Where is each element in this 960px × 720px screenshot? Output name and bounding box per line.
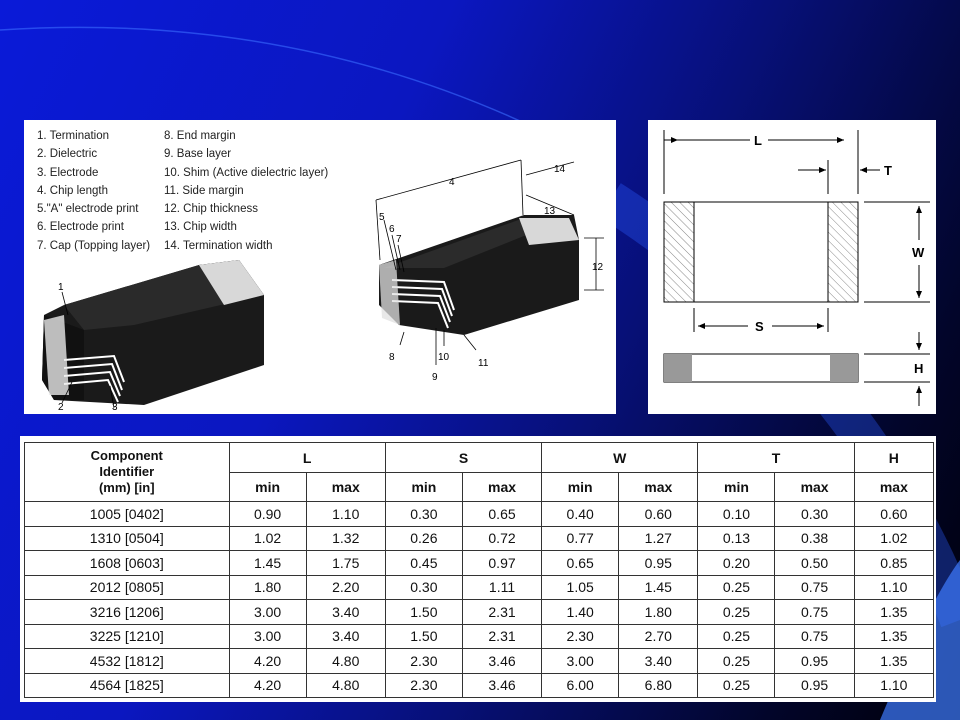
table-cell: 2.31 — [462, 600, 541, 625]
table-cell: 0.95 — [775, 649, 854, 674]
table-cell: 0.30 — [385, 502, 462, 527]
dim-label-T: T — [884, 163, 892, 178]
table-body — [25, 502, 934, 698]
table-cell: 2.30 — [385, 649, 462, 674]
table-row — [25, 624, 934, 649]
table-cell: 0.95 — [775, 673, 854, 698]
table-row — [25, 502, 934, 527]
table-cell: 0.97 — [462, 551, 541, 576]
table-cell: 3.00 — [229, 624, 306, 649]
component-identifier-cell: 2012 [0805] — [25, 575, 230, 600]
callout-label: 4 — [449, 177, 455, 188]
table-cell: 0.25 — [698, 600, 775, 625]
table-cell: 0.25 — [698, 624, 775, 649]
chip-right-illustration — [376, 160, 604, 365]
component-identifier-cell: 4564 [1825] — [25, 673, 230, 698]
callout-label: 9 — [432, 372, 438, 383]
group-header: H — [854, 443, 933, 473]
table-cell: 1.02 — [854, 526, 933, 551]
callout-label: 13 — [544, 206, 556, 217]
table-row — [25, 526, 934, 551]
table-cell: 0.38 — [775, 526, 854, 551]
legend-item: 12. Chip thickness — [164, 203, 258, 216]
table-cell: 0.72 — [462, 526, 541, 551]
legend-item: 9. Base layer — [164, 148, 232, 161]
table-cell: 2.31 — [462, 624, 541, 649]
legend-item: 6. Electrode print — [37, 221, 124, 234]
table-cell: 4.20 — [229, 673, 306, 698]
table-cell: 0.75 — [775, 575, 854, 600]
table-cell: 0.65 — [542, 551, 619, 576]
table-cell: 1.11 — [462, 575, 541, 600]
component-identifier-cell: 3225 [1210] — [25, 624, 230, 649]
sub-header: max — [854, 473, 933, 502]
table-cell: 3.46 — [462, 673, 541, 698]
table-cell: 1.35 — [854, 649, 933, 674]
table-cell: 0.60 — [854, 502, 933, 527]
table-cell: 1.10 — [854, 673, 933, 698]
table-row — [25, 649, 934, 674]
table-cell: 3.46 — [462, 649, 541, 674]
callout-label: 7 — [396, 234, 402, 245]
legend-item: 1. Termination — [37, 130, 110, 142]
table-cell: 6.00 — [542, 673, 619, 698]
callout-label: 2 — [58, 402, 64, 413]
sub-header: min — [698, 473, 775, 502]
table-cell: 4.80 — [306, 649, 385, 674]
sub-header: min — [542, 473, 619, 502]
legend-item: 8. End margin — [164, 130, 236, 142]
header-units: (mm) [in] — [98, 480, 155, 495]
table-cell: 0.13 — [698, 526, 775, 551]
header-identifier: Identifier — [99, 464, 155, 479]
component-identifier-cell: 4532 [1812] — [25, 649, 230, 674]
table-cell: 0.65 — [462, 502, 541, 527]
group-header: S — [385, 443, 541, 473]
table-cell: 0.45 — [385, 551, 462, 576]
table-cell: 2.30 — [542, 624, 619, 649]
group-header: T — [698, 443, 854, 473]
table-cell: 0.40 — [542, 502, 619, 527]
table-cell: 0.95 — [619, 551, 698, 576]
sub-header: max — [462, 473, 541, 502]
table-cell: 1.40 — [542, 600, 619, 625]
table-row — [25, 575, 934, 600]
table-cell: 3.00 — [229, 600, 306, 625]
table-cell: 0.85 — [854, 551, 933, 576]
table-cell: 3.40 — [306, 624, 385, 649]
callout-label: 6 — [389, 224, 395, 235]
table-row — [25, 551, 934, 576]
table-cell: 0.77 — [542, 526, 619, 551]
dim-label-W: W — [912, 245, 925, 260]
table-cell: 0.75 — [775, 624, 854, 649]
sub-header: max — [619, 473, 698, 502]
table-cell: 1.05 — [542, 575, 619, 600]
group-header: W — [542, 443, 698, 473]
dimension-diagram-panel — [648, 120, 936, 414]
table-cell: 0.20 — [698, 551, 775, 576]
chip-illustrations — [24, 120, 616, 414]
dimension-table-panel — [20, 436, 936, 702]
legend-item: 14. Termination width — [164, 239, 273, 252]
table-cell: 1.32 — [306, 526, 385, 551]
table-cell: 1.35 — [854, 624, 933, 649]
table-cell: 0.25 — [698, 673, 775, 698]
table-cell: 1.10 — [854, 575, 933, 600]
callout-label: 14 — [554, 164, 566, 175]
table-cell: 4.80 — [306, 673, 385, 698]
dim-label-S: S — [755, 319, 764, 334]
dim-label-L: L — [754, 133, 762, 148]
table-cell: 2.70 — [619, 624, 698, 649]
table-cell: 1.27 — [619, 526, 698, 551]
callout-label: 8 — [389, 352, 395, 363]
callout-label: 3 — [112, 402, 118, 413]
table-cell: 0.75 — [775, 600, 854, 625]
table-cell: 1.75 — [306, 551, 385, 576]
legend-item: 3. Electrode — [37, 166, 99, 179]
chip-structure-panel — [24, 120, 616, 414]
table-cell: 1.35 — [854, 600, 933, 625]
dimension-diagram — [648, 120, 936, 414]
callout-label: 10 — [438, 352, 450, 363]
table-cell: 0.26 — [385, 526, 462, 551]
component-identifier-cell: 1005 [0402] — [25, 502, 230, 527]
table-cell: 3.00 — [542, 649, 619, 674]
header-component: Component — [90, 448, 163, 463]
table-cell: 0.60 — [619, 502, 698, 527]
table-cell: 1.02 — [229, 526, 306, 551]
table-cell: 1.50 — [385, 624, 462, 649]
legend-item: 11. Side margin — [164, 184, 244, 197]
table-cell: 2.30 — [385, 673, 462, 698]
table-cell: 0.25 — [698, 575, 775, 600]
callout-label: 5 — [379, 212, 385, 223]
table-row — [25, 673, 934, 698]
legend-item: 5."A" electrode print — [37, 203, 139, 216]
table-cell: 0.25 — [698, 649, 775, 674]
table-cell: 3.40 — [619, 649, 698, 674]
chip-left-illustration — [42, 260, 264, 408]
sub-header: max — [775, 473, 854, 502]
component-identifier-cell: 3216 [1206] — [25, 600, 230, 625]
table-cell: 0.50 — [775, 551, 854, 576]
table-cell: 6.80 — [619, 673, 698, 698]
callout-label: 11 — [478, 358, 489, 369]
table-row — [25, 600, 934, 625]
table-cell: 1.80 — [229, 575, 306, 600]
component-identifier-header — [25, 443, 230, 502]
legend-item: 2. Dielectric — [37, 148, 98, 161]
legend-item: 13. Chip width — [164, 221, 237, 234]
callout-label: 1 — [58, 282, 64, 293]
table-cell: 1.50 — [385, 600, 462, 625]
callout-label: 12 — [592, 262, 604, 273]
sub-header: min — [229, 473, 306, 502]
legend-item: 4. Chip length — [37, 184, 108, 197]
table-cell: 3.40 — [306, 600, 385, 625]
table-cell: 2.20 — [306, 575, 385, 600]
dimension-table — [24, 442, 934, 698]
component-identifier-cell: 1310 [0504] — [25, 526, 230, 551]
table-cell: 0.30 — [385, 575, 462, 600]
table-cell: 0.90 — [229, 502, 306, 527]
sub-header: min — [385, 473, 462, 502]
group-header: L — [229, 443, 385, 473]
table-cell: 0.10 — [698, 502, 775, 527]
table-cell: 1.10 — [306, 502, 385, 527]
table-cell: 1.45 — [229, 551, 306, 576]
component-identifier-cell: 1608 [0603] — [25, 551, 230, 576]
table-cell: 1.45 — [619, 575, 698, 600]
dim-label-H: H — [914, 361, 924, 376]
sub-header: max — [306, 473, 385, 502]
table-cell: 4.20 — [229, 649, 306, 674]
legend-item: 7. Cap (Topping layer) — [37, 239, 151, 252]
table-cell: 1.80 — [619, 600, 698, 625]
table-cell: 0.30 — [775, 502, 854, 527]
legend-item: 10. Shim (Active dielectric layer) — [164, 166, 329, 179]
